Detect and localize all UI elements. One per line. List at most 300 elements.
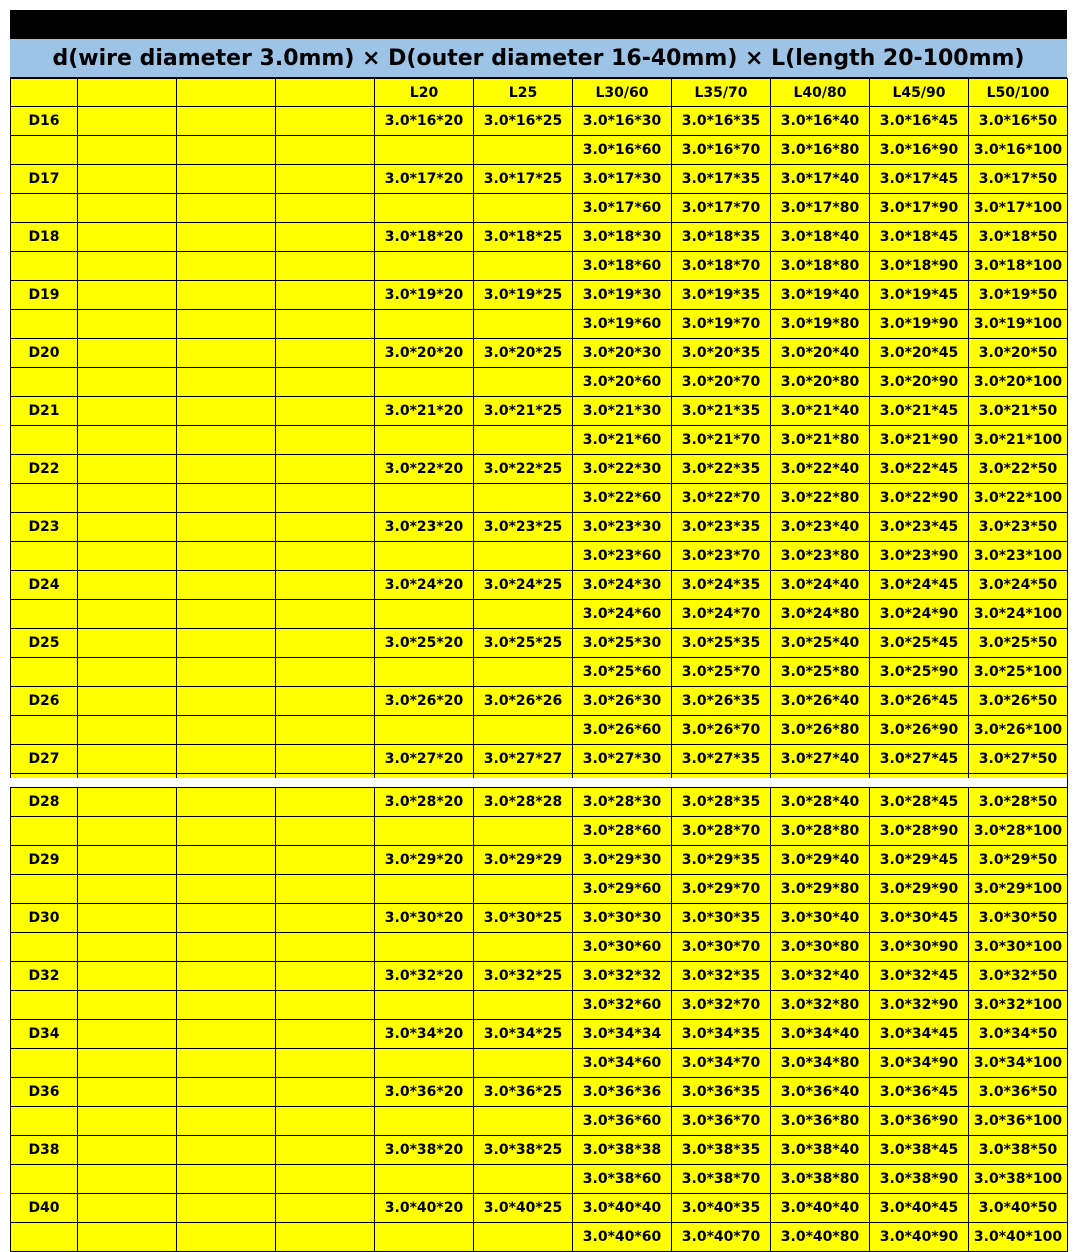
spec-cell: 3.0*27*30 (573, 745, 672, 774)
spec-cell: 3.0*26*35 (672, 687, 771, 716)
diameter-label-cell: D24 (11, 571, 78, 600)
spec-cell: 3.0*22*20 (375, 455, 474, 484)
spec-cell: 3.0*16*35 (672, 107, 771, 136)
spec-cell: 3.0*36*80 (771, 1107, 870, 1136)
spec-cell: 3.0*25*60 (573, 658, 672, 687)
empty-cell (177, 542, 276, 571)
spec-cell: 3.0*26*30 (573, 687, 672, 716)
empty-cell (177, 817, 276, 846)
empty-cell (177, 397, 276, 426)
header-cell: L35/70 (672, 79, 771, 107)
spec-cell: 3.0*27*20 (375, 745, 474, 774)
page-title: d(wire diameter 3.0mm) × D(outer diameter 16-40mm) × L(length 20-100mm) (52, 45, 1025, 71)
empty-cell (78, 817, 177, 846)
spec-cell: 3.0*22*30 (573, 455, 672, 484)
diameter-label-cell: D22 (11, 455, 78, 484)
spec-cell: 3.0*21*70 (672, 426, 771, 455)
spec-cell: 3.0*26*26 (474, 687, 573, 716)
spec-cell: 3.0*24*80 (771, 600, 870, 629)
spec-cell (375, 1107, 474, 1136)
empty-cell (177, 1020, 276, 1049)
spec-cell: 3.0*32*35 (672, 962, 771, 991)
empty-cell (276, 426, 375, 455)
diameter-label-cell: D34 (11, 1020, 78, 1049)
spec-cell (375, 136, 474, 165)
spec-cell: 3.0*21*25 (474, 397, 573, 426)
diameter-label-cell: D21 (11, 397, 78, 426)
spec-cell: 3.0*26*45 (870, 687, 969, 716)
empty-cell (177, 310, 276, 339)
spec-cell: 3.0*40*70 (672, 1223, 771, 1252)
spec-cell: 3.0*18*70 (672, 252, 771, 281)
empty-cell (177, 1165, 276, 1194)
diameter-label-cell: D27 (11, 745, 78, 774)
spec-cell: 3.0*34*80 (771, 1049, 870, 1078)
spec-cell: 3.0*29*70 (672, 875, 771, 904)
empty-cell (177, 571, 276, 600)
spec-cell (474, 368, 573, 397)
spec-cell: 3.0*26*20 (375, 687, 474, 716)
spec-cell (375, 875, 474, 904)
spec-cell: 3.0*30*25 (474, 904, 573, 933)
spec-cell (375, 310, 474, 339)
spec-cell: 3.0*17*40 (771, 165, 870, 194)
spec-cell: 3.0*38*45 (870, 1136, 969, 1165)
spec-cell: 3.0*38*90 (870, 1165, 969, 1194)
empty-cell (78, 339, 177, 368)
empty-cell (177, 716, 276, 745)
spec-cell: 3.0*21*40 (771, 397, 870, 426)
spec-cell: 3.0*34*34 (573, 1020, 672, 1049)
spec-cell (474, 252, 573, 281)
spec-cell: 3.0*20*35 (672, 339, 771, 368)
spec-cell: 3.0*36*35 (672, 1078, 771, 1107)
empty-cell (11, 658, 78, 687)
empty-cell (276, 252, 375, 281)
spec-cell: 3.0*20*100 (969, 368, 1068, 397)
spec-cell: 3.0*25*45 (870, 629, 969, 658)
spec-cell: 3.0*40*25 (474, 1194, 573, 1223)
spec-cell: 3.0*36*70 (672, 1107, 771, 1136)
diameter-label-cell: D23 (11, 513, 78, 542)
empty-cell (276, 339, 375, 368)
spec-cell: 3.0*17*35 (672, 165, 771, 194)
spec-cell: 3.0*32*20 (375, 962, 474, 991)
table-row (11, 455, 1068, 484)
spec-cell: 3.0*26*40 (771, 687, 870, 716)
spec-cell: 3.0*38*80 (771, 1165, 870, 1194)
spec-cell: 3.0*30*60 (573, 933, 672, 962)
diameter-label-cell: D40 (11, 1194, 78, 1223)
empty-cell (78, 484, 177, 513)
spec-cell (375, 817, 474, 846)
spec-cell (474, 426, 573, 455)
spec-cell: 3.0*40*80 (771, 1223, 870, 1252)
empty-cell (276, 600, 375, 629)
spec-cell: 3.0*34*100 (969, 1049, 1068, 1078)
spec-cell (375, 542, 474, 571)
spec-cell: 3.0*36*25 (474, 1078, 573, 1107)
empty-cell (78, 426, 177, 455)
table-row (11, 904, 1068, 933)
spec-cell: 3.0*18*35 (672, 223, 771, 252)
spec-cell: 3.0*29*90 (870, 875, 969, 904)
empty-cell (11, 1107, 78, 1136)
spec-cell: 3.0*34*90 (870, 1049, 969, 1078)
spec-cell (375, 484, 474, 513)
empty-cell (11, 817, 78, 846)
spec-cell: 3.0*18*45 (870, 223, 969, 252)
table-row (11, 933, 1068, 962)
spec-cell: 3.0*20*25 (474, 339, 573, 368)
empty-cell (276, 933, 375, 962)
spec-cell (375, 1223, 474, 1252)
table-row (11, 1078, 1068, 1107)
table-row (11, 1194, 1068, 1223)
spec-cell: 3.0*16*30 (573, 107, 672, 136)
empty-cell (11, 542, 78, 571)
spec-cell: 3.0*19*70 (672, 310, 771, 339)
spec-cell: 3.0*38*38 (573, 1136, 672, 1165)
spec-cell: 3.0*18*50 (969, 223, 1068, 252)
spec-cell: 3.0*27*40 (771, 745, 870, 774)
spec-cell: 3.0*24*60 (573, 600, 672, 629)
table-row (11, 484, 1068, 513)
table-row (11, 1049, 1068, 1078)
empty-cell (177, 368, 276, 397)
empty-cell (177, 1049, 276, 1078)
table-row (11, 368, 1068, 397)
spec-cell: 3.0*25*80 (771, 658, 870, 687)
empty-cell (276, 875, 375, 904)
empty-cell (78, 136, 177, 165)
spec-cell: 3.0*21*20 (375, 397, 474, 426)
empty-cell (177, 426, 276, 455)
spec-cell: 3.0*20*45 (870, 339, 969, 368)
empty-cell (276, 310, 375, 339)
spec-cell: 3.0*26*80 (771, 716, 870, 745)
spec-cell: 3.0*18*30 (573, 223, 672, 252)
diameter-label-cell: D18 (11, 223, 78, 252)
spec-cell: 3.0*20*20 (375, 339, 474, 368)
empty-cell (78, 846, 177, 875)
empty-cell (11, 484, 78, 513)
table-row (11, 846, 1068, 875)
spec-cell: 3.0*19*45 (870, 281, 969, 310)
empty-cell (78, 904, 177, 933)
table-row (11, 310, 1068, 339)
spec-cell (474, 136, 573, 165)
spec-cell: 3.0*26*90 (870, 716, 969, 745)
table-row (11, 107, 1068, 136)
spec-cell: 3.0*16*20 (375, 107, 474, 136)
spec-cell: 3.0*30*70 (672, 933, 771, 962)
empty-cell (11, 252, 78, 281)
spec-cell: 3.0*34*20 (375, 1020, 474, 1049)
spec-cell: 3.0*20*60 (573, 368, 672, 397)
spec-cell: 3.0*32*40 (771, 962, 870, 991)
empty-cell (276, 223, 375, 252)
spec-cell: 3.0*20*50 (969, 339, 1068, 368)
empty-cell (276, 1223, 375, 1252)
empty-cell (11, 426, 78, 455)
spec-cell: 3.0*21*45 (870, 397, 969, 426)
spec-cell (474, 1107, 573, 1136)
spec-cell: 3.0*32*100 (969, 991, 1068, 1020)
spec-cell: 3.0*23*45 (870, 513, 969, 542)
spec-cell: 3.0*28*100 (969, 817, 1068, 846)
empty-cell (177, 1136, 276, 1165)
spec-cell (474, 1049, 573, 1078)
spec-cell: 3.0*38*60 (573, 1165, 672, 1194)
spec-cell: 3.0*23*30 (573, 513, 672, 542)
empty-cell (11, 933, 78, 962)
spec-cell (375, 1165, 474, 1194)
header-cell: L45/90 (870, 79, 969, 107)
empty-cell (78, 1136, 177, 1165)
spec-cell: 3.0*26*70 (672, 716, 771, 745)
diameter-label-cell: D36 (11, 1078, 78, 1107)
spec-cell: 3.0*25*20 (375, 629, 474, 658)
spec-cell: 3.0*28*45 (870, 788, 969, 817)
empty-cell (78, 658, 177, 687)
spec-cell: 3.0*25*90 (870, 658, 969, 687)
spec-cell (474, 1165, 573, 1194)
table-row (11, 513, 1068, 542)
empty-cell (177, 875, 276, 904)
spec-cell: 3.0*32*50 (969, 962, 1068, 991)
spec-table-upper (10, 78, 1068, 803)
spec-cell: 3.0*29*35 (672, 846, 771, 875)
spec-cell: 3.0*29*29 (474, 846, 573, 875)
table-row (11, 991, 1068, 1020)
spec-cell: 3.0*23*20 (375, 513, 474, 542)
header-cell (78, 79, 177, 107)
spec-cell: 3.0*17*70 (672, 194, 771, 223)
spec-cell: 3.0*25*70 (672, 658, 771, 687)
spec-cell: 3.0*28*28 (474, 788, 573, 817)
spec-cell (474, 817, 573, 846)
spec-cell: 3.0*23*50 (969, 513, 1068, 542)
spec-cell: 3.0*34*25 (474, 1020, 573, 1049)
spec-cell: 3.0*28*80 (771, 817, 870, 846)
spec-cell: 3.0*40*60 (573, 1223, 672, 1252)
spec-cell: 3.0*17*20 (375, 165, 474, 194)
empty-cell (177, 1223, 276, 1252)
empty-cell (276, 788, 375, 817)
empty-cell (78, 1165, 177, 1194)
spec-cell: 3.0*19*35 (672, 281, 771, 310)
empty-cell (11, 368, 78, 397)
empty-cell (11, 1223, 78, 1252)
spec-cell (375, 1049, 474, 1078)
spec-table-lower (10, 787, 1068, 1252)
spec-cell: 3.0*24*35 (672, 571, 771, 600)
spec-cell: 3.0*36*40 (771, 1078, 870, 1107)
empty-cell (78, 513, 177, 542)
empty-cell (177, 658, 276, 687)
empty-cell (276, 1049, 375, 1078)
spec-cell: 3.0*20*40 (771, 339, 870, 368)
table-row (11, 875, 1068, 904)
empty-cell (177, 788, 276, 817)
header-cell: L30/60 (573, 79, 672, 107)
spec-cell: 3.0*23*80 (771, 542, 870, 571)
spec-cell: 3.0*24*20 (375, 571, 474, 600)
spec-cell: 3.0*26*50 (969, 687, 1068, 716)
spec-cell: 3.0*20*70 (672, 368, 771, 397)
diameter-label-cell: D17 (11, 165, 78, 194)
empty-cell (11, 716, 78, 745)
spec-cell: 3.0*19*50 (969, 281, 1068, 310)
spec-cell: 3.0*30*35 (672, 904, 771, 933)
spec-cell (474, 658, 573, 687)
spec-cell: 3.0*27*35 (672, 745, 771, 774)
spec-cell: 3.0*34*70 (672, 1049, 771, 1078)
spec-cell: 3.0*21*90 (870, 426, 969, 455)
spec-cell: 3.0*32*25 (474, 962, 573, 991)
spec-cell: 3.0*40*20 (375, 1194, 474, 1223)
empty-cell (78, 1194, 177, 1223)
table-row (11, 962, 1068, 991)
empty-cell (177, 513, 276, 542)
empty-cell (78, 875, 177, 904)
table-row (11, 542, 1068, 571)
spec-cell: 3.0*18*80 (771, 252, 870, 281)
empty-cell (276, 513, 375, 542)
spec-cell: 3.0*27*50 (969, 745, 1068, 774)
spec-cell: 3.0*32*45 (870, 962, 969, 991)
spec-cell (474, 991, 573, 1020)
header-cell: L25 (474, 79, 573, 107)
spec-cell: 3.0*22*90 (870, 484, 969, 513)
diameter-label-cell: D28 (11, 788, 78, 817)
spec-cell: 3.0*17*60 (573, 194, 672, 223)
spec-cell (375, 658, 474, 687)
spec-cell: 3.0*24*25 (474, 571, 573, 600)
empty-cell (78, 223, 177, 252)
empty-cell (177, 962, 276, 991)
diameter-label-cell: D25 (11, 629, 78, 658)
empty-cell (11, 991, 78, 1020)
empty-cell (177, 339, 276, 368)
spec-cell: 3.0*36*45 (870, 1078, 969, 1107)
spec-cell: 3.0*18*20 (375, 223, 474, 252)
spec-cell: 3.0*25*50 (969, 629, 1068, 658)
spec-cell: 3.0*40*50 (969, 1194, 1068, 1223)
spec-cell: 3.0*16*100 (969, 136, 1068, 165)
spec-cell: 3.0*28*50 (969, 788, 1068, 817)
table-row (11, 339, 1068, 368)
spec-cell (474, 933, 573, 962)
spec-cell: 3.0*30*100 (969, 933, 1068, 962)
spec-cell: 3.0*21*80 (771, 426, 870, 455)
diameter-label-cell: D38 (11, 1136, 78, 1165)
spec-cell: 3.0*32*80 (771, 991, 870, 1020)
empty-cell (276, 165, 375, 194)
spec-cell: 3.0*38*70 (672, 1165, 771, 1194)
spec-cell: 3.0*36*20 (375, 1078, 474, 1107)
table-row (11, 658, 1068, 687)
table-row (11, 1165, 1068, 1194)
empty-cell (78, 1107, 177, 1136)
table-row (11, 1020, 1068, 1049)
spec-cell: 3.0*25*40 (771, 629, 870, 658)
empty-cell (78, 252, 177, 281)
spec-cell (474, 542, 573, 571)
spec-cell: 3.0*18*25 (474, 223, 573, 252)
spec-cell: 3.0*21*35 (672, 397, 771, 426)
spec-cell: 3.0*22*40 (771, 455, 870, 484)
empty-cell (78, 600, 177, 629)
spec-cell: 3.0*38*35 (672, 1136, 771, 1165)
diameter-label-cell: D16 (11, 107, 78, 136)
empty-cell (177, 1078, 276, 1107)
spec-cell (375, 194, 474, 223)
spec-cell: 3.0*16*40 (771, 107, 870, 136)
spec-cell: 3.0*34*60 (573, 1049, 672, 1078)
table-row (11, 716, 1068, 745)
spec-cell: 3.0*36*36 (573, 1078, 672, 1107)
empty-cell (177, 252, 276, 281)
spec-cell: 3.0*25*25 (474, 629, 573, 658)
empty-cell (78, 962, 177, 991)
empty-cell (276, 846, 375, 875)
spec-cell: 3.0*40*35 (672, 1194, 771, 1223)
spec-cell: 3.0*24*40 (771, 571, 870, 600)
spec-cell: 3.0*26*100 (969, 716, 1068, 745)
spec-cell: 3.0*34*35 (672, 1020, 771, 1049)
spec-cell: 3.0*29*40 (771, 846, 870, 875)
header-cell: L40/80 (771, 79, 870, 107)
empty-cell (177, 136, 276, 165)
spec-cell: 3.0*16*70 (672, 136, 771, 165)
table-row (11, 629, 1068, 658)
spec-cell: 3.0*22*70 (672, 484, 771, 513)
empty-cell (78, 1078, 177, 1107)
empty-cell (177, 281, 276, 310)
empty-cell (276, 716, 375, 745)
empty-cell (78, 1049, 177, 1078)
empty-cell (11, 136, 78, 165)
spec-cell: 3.0*29*30 (573, 846, 672, 875)
empty-cell (276, 107, 375, 136)
empty-cell (177, 1194, 276, 1223)
spec-cell: 3.0*21*60 (573, 426, 672, 455)
spec-cell: 3.0*36*60 (573, 1107, 672, 1136)
spec-cell: 3.0*25*35 (672, 629, 771, 658)
empty-cell (177, 991, 276, 1020)
empty-cell (177, 165, 276, 194)
empty-cell (78, 397, 177, 426)
spec-cell: 3.0*21*50 (969, 397, 1068, 426)
spec-cell: 3.0*30*20 (375, 904, 474, 933)
header-cell (276, 79, 375, 107)
empty-cell (276, 542, 375, 571)
empty-cell (276, 571, 375, 600)
empty-cell (177, 933, 276, 962)
spec-cell (474, 875, 573, 904)
spec-cell: 3.0*19*90 (870, 310, 969, 339)
empty-cell (78, 368, 177, 397)
empty-cell (78, 165, 177, 194)
empty-cell (276, 397, 375, 426)
spec-cell (474, 194, 573, 223)
spec-cell: 3.0*17*90 (870, 194, 969, 223)
spec-cell (474, 600, 573, 629)
empty-cell (78, 745, 177, 774)
spec-cell: 3.0*28*20 (375, 788, 474, 817)
